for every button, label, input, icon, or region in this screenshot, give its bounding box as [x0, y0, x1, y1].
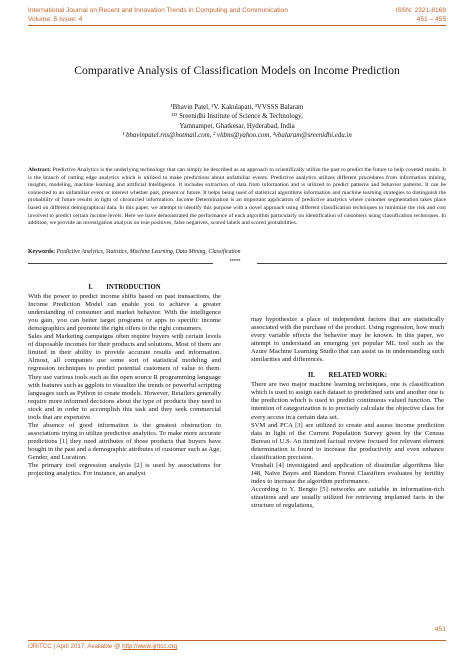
separator-line-left — [28, 263, 213, 264]
paragraph: SVM and PCA [3] are utilized to create and assess income prediction data in light of the Current Population Survey given by the Census Bureau of U.S. An itemized factual review focused for relevant element determination is found to increase the productivity and even enhance classification precision. — [251, 421, 444, 461]
author-block — [28, 103, 446, 140]
author-address: Yamnampet, Ghatkesar, Hyderabad, India — [179, 122, 295, 130]
paragraph: The absence of good information is the greatest obstruction to associations trying to utilize predictive analytics. To make more accurate predictions [1] they need attributes of those products that buyers have bought in the past and a demographic attributes of customer such as Age, Gender, and Location. — [28, 421, 221, 461]
paragraph: With the power to predict income shifts based on past transactions, the Income Prediction Model can enable you to achieve a greater understanding of consumer and market behavior. With the intelligence you gain, you can better target programs or apps to specific income demographics and promote the right offers to the right consumers. — [28, 293, 221, 333]
footer-link[interactable]: http://www.ijritcc.org — [122, 643, 178, 650]
paragraph: may hypothesize a place of independent factors that are statistically associated with the purchase of the product. Using regression, how much every variable effects the behavior may be known. In this paper, we attempt to understand an emerging yet popular ML tool such as the Azure Machine Learning Studio that can assist us in understanding such similarities and differences. — [251, 316, 444, 364]
abstract-text: Predictive Analytics is the underlying technology that can simply be described as an approach to scientifically utilize the past to predict the future to help coveted results. It is the branch of cutting edge analytics which is utilized to make predictions about unfamiliar events. Predictive analytics utilizes different procedures from information mining, insights, modeling, machine learning and artificial Intelligence. It includes extraction of data from information and is utilized to predict patterns and behavior patterns. It can be connected to an unfamiliar event or interest whether past, present or future. It helps being used of statistical algorithms information and machine learning strategies to distinguish the probability of future results in light of chronicled information. Income Determination is an important application of predictive analytics where customer segmentation takes place based on different demographical data. In this paper, we attempt to identify this purpose with a novel approach using different classification techniques to minimize the risk and cost involved to predict certain income levels. Here we have demonstrated the performance of each algorithm particularly on identification of customers using classification techniques. In addition, we provide an investigation analysis on true positives, false negatives, scored labels and scored probabilities. — [28, 167, 446, 227]
left-column — [28, 284, 221, 478]
paragraph: Vrushali [4] investigated and application of dissimilar algorithms like J48, Naïve Bayes and Random Forest Classifiers evaluates by fertility index to increase the algorithm performance. — [251, 461, 444, 485]
paragraph: The primary tool regression analysis [2] is used by associations for projecting analytics. For instance, an analyst — [28, 462, 221, 478]
separator-line-right — [257, 263, 447, 264]
footer-text: IJRITCC | April 2017, Available @ — [28, 643, 123, 650]
keywords-text: Predictive Analytics, Statistics, Machine Learning, Data Mining, Classification — [55, 249, 241, 255]
footer-rule — [28, 640, 446, 641]
journal-name: International Journal on Recent and Innovation Trends in Computing and Communication — [28, 7, 288, 14]
paper-title: Comparative Analysis of Classification Models on Income Prediction — [74, 64, 400, 77]
keywords — [28, 249, 446, 255]
right-column — [251, 316, 444, 510]
author-emails: ¹ bhavinpatel.rns@hotmail.com, ² vldms@yahoo.com, ³vbalaram@sreenidhi.edu.in — [122, 131, 352, 139]
journal-footer — [28, 626, 446, 650]
section-heading-introduction: I. INTRODUCTION — [88, 284, 161, 291]
journal-pages: 451 – 455 — [416, 16, 446, 23]
author-affiliation: ¹²³ Sreenidhi Institute of Science & Technology, — [171, 113, 303, 121]
journal-header — [28, 6, 446, 24]
author-names: ¹Bhavin Patel, ²V. Kakulapati, ³VVSSS Balaram — [170, 104, 304, 111]
page-number: 451 — [434, 626, 446, 633]
paragraph: According to Y. Bengio [5] networks are suitable in information-rich situations and are usually utilized for retrieving implanted facts in the structure of regulations, — [251, 485, 444, 510]
separator-stars: ***** — [229, 259, 241, 265]
journal-issn: ISSN: 2321-8169 — [395, 7, 446, 14]
journal-volume: Volume: 5 Issue: 4 — [28, 16, 83, 23]
paragraph: Sales and Marketing campaigns often require buyers with certain levels of disposable incomes for their products and solutions. Most of them are limited in their ability to provide accurate results and information. Almost, all companies use some sort of statistical modeling and regression techniques to predict potential customers of value to them. They use various tools such as the open source R programming language with features such as ggplots to visualize the trends or powerful scripting languages such as Python to create models. However, Retailers generally require more informed decisions about the type of products they need to stock and in order to accomplish this task and they seek commercial tools that are expensive. — [28, 333, 221, 421]
header-rule — [28, 25, 446, 26]
keywords-label: Keywords: — [28, 249, 56, 255]
abstract — [28, 167, 446, 228]
abstract-label: Abstract: — [28, 167, 52, 173]
paragraph: There are two major machine learning techniques, one is classification which is used to assign each dataset to predefined sets and another one is the prediction which is used to predict continuous valued function. The intention of categorization is to precisely calculate the objective class for every access in a certain data set. — [251, 381, 444, 421]
section-heading-related-work: II. RELATED WORK: — [307, 372, 388, 380]
